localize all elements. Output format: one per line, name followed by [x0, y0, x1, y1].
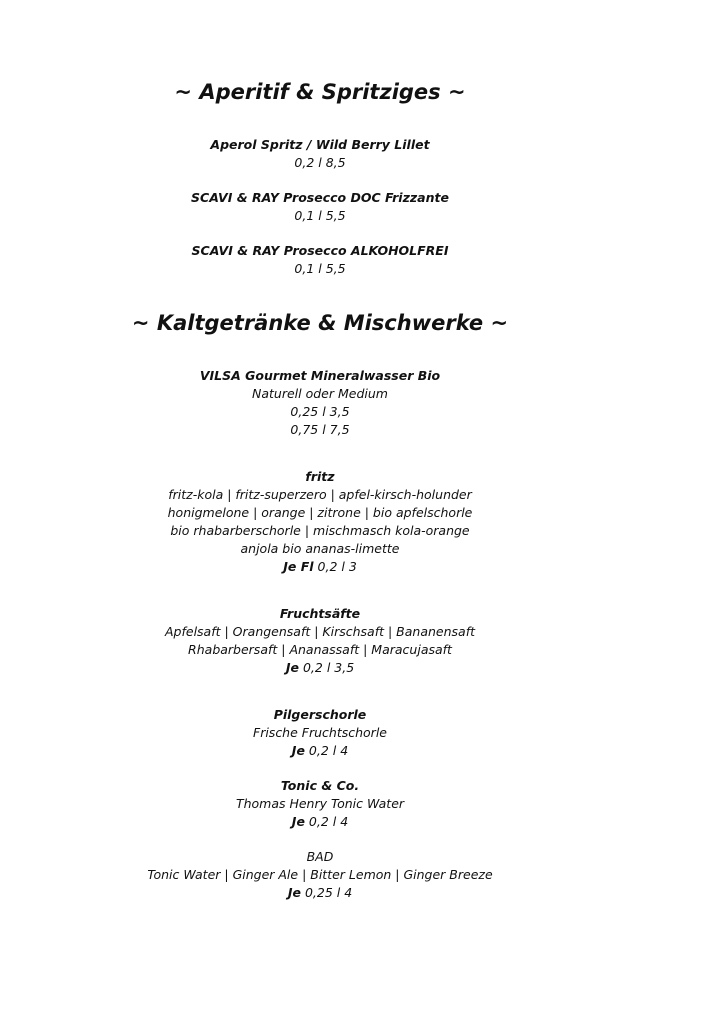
menu-item-price	[0, 813, 640, 831]
menu-item-description: anjola bio ananas-limette	[240, 541, 400, 556]
menu-item-description: Rhabarbersaft | Ananassaft | Maracujasaft	[188, 642, 452, 657]
price-value: 0,2 l 4	[308, 814, 349, 829]
price-prefix: Je Fl	[283, 559, 314, 574]
menu-item-name: Tonic & Co.	[280, 778, 360, 793]
menu-item-description: fritz-kola | fritz-superzero | apfel-kirsch-holunder	[168, 487, 472, 502]
menu-item-price: 0,1 l 5,5	[294, 261, 346, 276]
menu-item-price	[0, 742, 640, 760]
menu-item-description: bio rhabarberschorle | mischmasch kola-orange	[170, 523, 470, 538]
price-prefix: Je	[287, 885, 301, 900]
menu-item-name: BAD	[306, 849, 334, 864]
menu-item-description: Thomas Henry Tonic Water	[235, 796, 405, 811]
section-heading-aperitif: ~ Aperitif & Spritziges ~	[174, 80, 466, 104]
menu-item-name: fritz	[305, 469, 335, 484]
section-heading-kaltgetraenke: ~ Kaltgetränke & Mischwerke ~	[131, 311, 509, 335]
menu-item-description: Tonic Water | Ginger Ale | Bitter Lemon | Ginger Breeze	[147, 867, 493, 882]
price-value: 0,2 l 3	[317, 559, 357, 574]
price-value: 0,2 l 3,5	[302, 660, 355, 675]
menu-item-price: 0,75 l 7,5	[290, 422, 350, 437]
menu-item-description: honigmelone | orange | zitrone | bio apfelschorle	[167, 505, 473, 520]
menu-item-price	[0, 884, 640, 902]
price-value: 0,2 l 4	[308, 743, 349, 758]
menu-item-description: Frische Fruchtschorle	[253, 725, 387, 740]
menu-item-price	[0, 558, 640, 576]
price-prefix: Je	[291, 814, 305, 829]
menu-item-name: Aperol Spritz / Wild Berry Lillet	[210, 137, 430, 152]
menu-item-name: VILSA Gourmet Mineralwasser Bio	[199, 368, 441, 383]
menu-item-description: Naturell oder Medium	[252, 386, 388, 401]
menu-item-name: Fruchtsäfte	[279, 606, 361, 621]
menu-item-name: Pilgerschorle	[273, 707, 367, 722]
menu-item-price: 0,1 l 5,5	[294, 208, 346, 223]
menu-item-name: SCAVI & RAY Prosecco DOC Frizzante	[191, 190, 449, 205]
menu-item-name: SCAVI & RAY Prosecco ALKOHOLFREI	[191, 243, 449, 258]
menu-item-price: 0,2 l 8,5	[294, 155, 346, 170]
price-value: 0,25 l 4	[304, 885, 353, 900]
menu-item-price: 0,25 l 3,5	[290, 404, 350, 419]
price-prefix: Je	[285, 660, 299, 675]
price-prefix: Je	[291, 743, 305, 758]
menu-item-description: Apfelsaft | Orangensaft | Kirschsaft | Bananensaft	[165, 624, 475, 639]
menu-item-price	[0, 659, 640, 677]
